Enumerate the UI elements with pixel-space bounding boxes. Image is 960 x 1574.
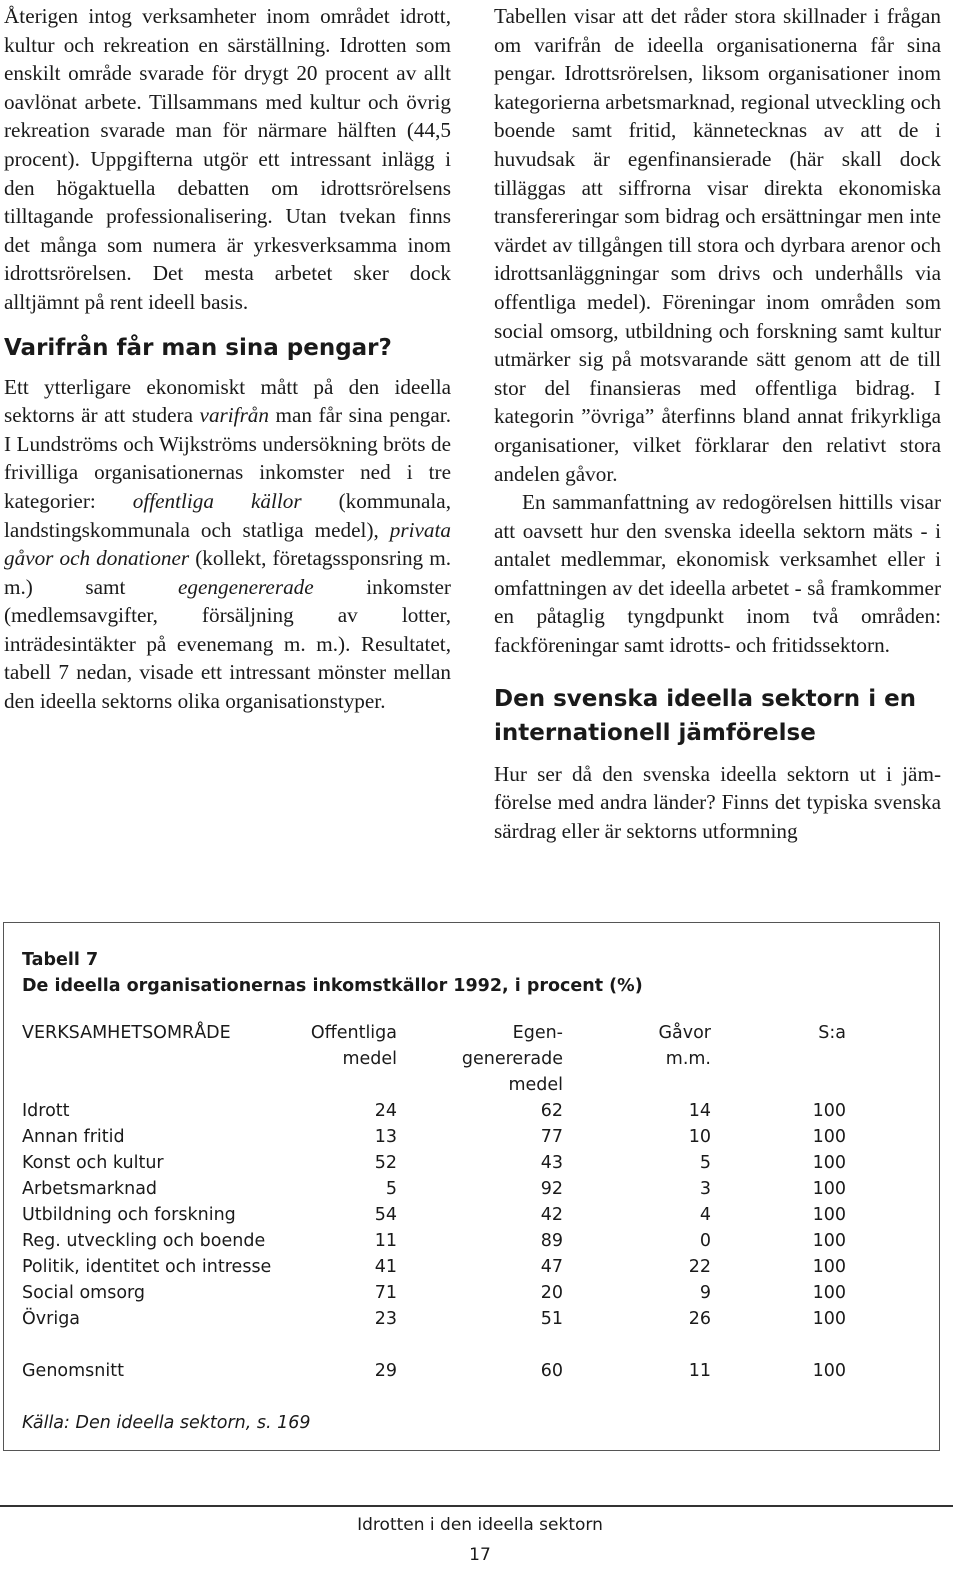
analysis-paragraph: Tabellen visar att det råder stora skillnader i frågan om varifrån de ideella organisationerna får sina pengar. Idrottsrörelsen, liksom organisationer inom kategorierna arbetsmarknad, regional utveckling och boende samt fritid, kännetecknas av att de i huvudsak är egenfinansierade (här skall dock tilläggas att siffrorna visar direkta ekonomiska transfereringar som bidrag och ersättningar men inte värdet av tillgången till stora och dyrbara arenor och idrottsanläggningar som drivs och underhålls via offentliga medel). Föreningar inom områden som social omsorg, utbildning och forskning samt kultur utmärker sig på motsvarande sätt genom att de till stor del finansieras med offentliga bidrag. I kategorin ”övriga” återfinns bland annat frikyrkliga organisationer, vilket förklarar den relativt stora andelen gåvor.	[494, 4, 941, 486]
table-row: Annan fritid 13 77 10 100	[22, 1127, 846, 1147]
table-spacer	[22, 1332, 846, 1358]
header-sum: S:a	[818, 1023, 846, 1043]
table-row: Konst och kultur 52 43 5 100	[22, 1153, 846, 1173]
header-public: Offentliga medel	[310, 1023, 397, 1069]
header-own: Egen- genererade medel	[461, 1023, 563, 1095]
table-row: Arbetsmarknad 5 92 3 100	[22, 1179, 846, 1199]
left-column	[4, 2, 451, 716]
summary-paragraph: En sammanfattning av redogörelsen hittills visar att oavsett hur den svenska ideella sektorn mäts - i antalet medlemmar, ekonomisk verksamhet eller i omfattningen av det ideella arbetet - så framkommer en påtaglig tyngdpunkt inom två områden: fackföreningar samt idrotts- och fritidssektorn.	[494, 490, 941, 658]
comparison-paragraph: Hur ser då den svenska ideella sektorn ut i jämförelse med andra länder? Finns det typiska svenska särdrag eller är sektorns utformning	[494, 761, 941, 843]
section-heading-varifran: Varifrån får man sina pengar?	[4, 334, 392, 361]
table-row: Idrott 24 62 14 100	[22, 1101, 846, 1121]
table-header-row	[22, 1020, 846, 1098]
table-label: Tabell 7	[22, 950, 99, 970]
footer-divider	[0, 1505, 953, 1507]
table-source: Källa: Den ideella sektorn, s. 169	[22, 1413, 311, 1433]
page-number: 17	[469, 1545, 491, 1565]
table-caption	[22, 947, 643, 999]
funding-emphasis-1: varifrån	[199, 403, 269, 428]
table-row: Övriga 23 51 26 100	[22, 1309, 846, 1329]
table-row: Politik, identitet och intresse 41 47 22 100	[22, 1257, 846, 1277]
table-row: Reg. utveckling och boende 11 89 0 100	[22, 1231, 846, 1251]
funding-emphasis-4: egengenererade	[177, 574, 314, 599]
section-heading-international: Den svenska ideella sektorn i en internationell jämförelse	[494, 685, 917, 746]
table-average-row: Genomsnitt 29 60 11 100	[22, 1361, 846, 1381]
funding-emphasis-2: offentliga källor	[132, 488, 302, 513]
income-sources-table	[22, 1020, 846, 1384]
table-7-box	[3, 922, 940, 1451]
funding-text-4: (kollekt, företagssponsring m. m.) samt	[4, 546, 451, 599]
header-area: VERKSAMHETSOMRÅDE	[22, 1023, 231, 1043]
funding-text-5: inkomster (medlemsavgifter, försäljning av lotter, inträdesintäkter på evenemang m. m.). Resultatet, tabell 7 nedan, visade ett intressant mönster mellan den ideella sektorns olika organisationstyper.	[4, 574, 451, 714]
funding-text-3: (kommunala, landstingskommunala och statliga medel),	[4, 488, 451, 542]
table-row: Utbildning och forskning 54 42 4 100	[22, 1205, 846, 1225]
funding-text-2: man får sina pengar. I Lundströms och Wijkströms undersökning bröts de frivilliga organisationernas inkomster ned i tre kategorier:	[4, 403, 451, 513]
table-title: De ideella organisationernas inkomstkällor 1992, i procent (%)	[22, 976, 643, 996]
table-row: Social omsorg 71 20 9 100	[22, 1283, 846, 1303]
funding-paragraph	[4, 373, 451, 716]
funding-emphasis-3: privata gåvor och donationer	[4, 517, 451, 571]
running-footer-title: Idrotten i den ideella sektorn	[357, 1515, 603, 1535]
intro-paragraph: Återigen intog verksamheter inom området idrott, kultur och rekreation en särställning. Idrotten som enskilt område svarade för drygt 20 procent av allt oavlönat arbete. Tillsammans med kultur och övrig rekreation svarade man för närmare hälften (44,5 procent). Uppgifterna utgör ett intressant inlägg i den högaktuella debatten om idrottsrörelsens tilltagande professionalisering. Utan tvekan finns det många som numera är yrkesverksamma inom idrottsrörelsen. Det mesta arbetet sker dock alltjämnt på rent ideell basis.	[4, 4, 451, 314]
right-column	[494, 2, 941, 845]
header-gifts: Gåvor m.m.	[658, 1023, 711, 1069]
funding-text-1: Ett ytterligare ekonomiskt mått på den ideella sektorns är att studera	[4, 374, 451, 428]
